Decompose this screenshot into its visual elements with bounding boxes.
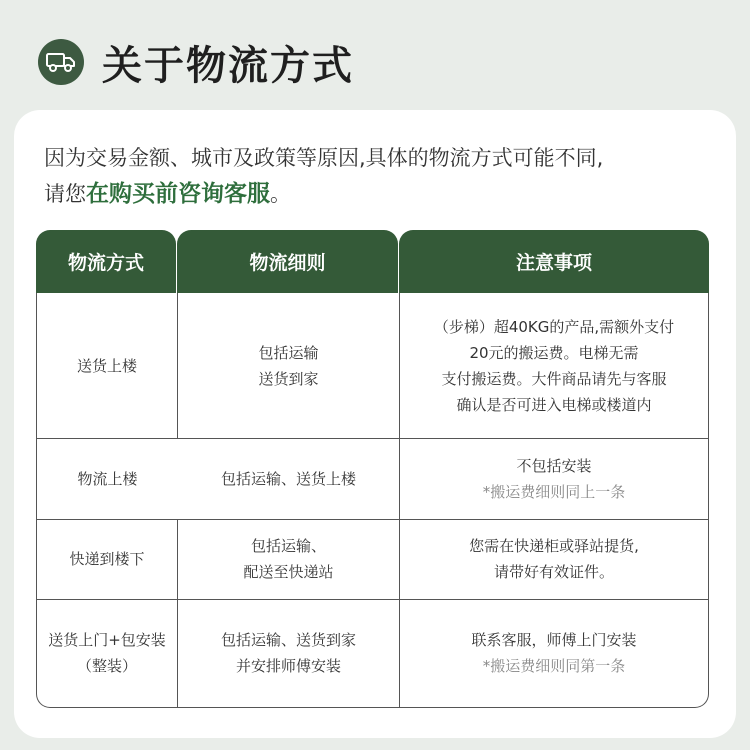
method-cell: 送货上楼 (37, 293, 178, 438)
column-header-details: 物流细则 (177, 230, 398, 293)
details-cell: 包括运输、送货到家 并安排师傅安装 (178, 599, 400, 707)
notes-cell: 联系客服，师傅上门安装 *搬运费细则同第一条 (400, 599, 708, 707)
sub-note: *搬运费细则同上一条 (482, 482, 626, 501)
sub-note: *搬运费细则同第一条 (482, 657, 626, 675)
logistics-table (36, 230, 709, 675)
notes-cell: 您需在快递柜或驿站提货, 请带好有效证件。 (469, 537, 639, 581)
table-row (36, 438, 709, 520)
method-cell: 快递到楼下 (37, 519, 178, 599)
intro-prefix: 请您 (44, 182, 86, 206)
table-row (36, 599, 709, 708)
intro-suffix: 。 (270, 182, 291, 206)
logistics-card (14, 110, 736, 738)
table-row (36, 293, 709, 439)
page-header (38, 30, 354, 94)
method-cell: 物流上楼 (77, 469, 138, 488)
intro-highlight: 在购买前咨询客服 (86, 181, 270, 207)
intro-line-2 (44, 176, 714, 212)
column-header-method: 物流方式 (36, 230, 176, 293)
notes-cell: （步梯）超40KG的产品,需额外支付 20元的搬运费。电梯无需 支付搬运费。大件商品请先与客服 确认是否可进入电梯或楼道内 (433, 317, 675, 414)
delivery-truck-icon (38, 39, 84, 85)
column-header-notes: 注意事项 (399, 230, 709, 293)
method-cell: 送货上门+包安装 （整装） (37, 599, 178, 707)
details-cell: 包括运输 送货到家 (178, 293, 400, 438)
page-title: 关于物流方式 (102, 42, 354, 89)
details-cell: 包括运输、送货上楼 (178, 438, 400, 519)
details-cell: 包括运输、 配送至快递站 (178, 519, 400, 599)
table-row (36, 519, 709, 600)
intro-text (44, 140, 714, 212)
notes-cell: 不包括安装 *搬运费细则同上一条 (400, 438, 708, 519)
intro-line-1: 因为交易金额、城市及政策等原因,具体的物流方式可能不同, (44, 146, 604, 170)
table-header (36, 230, 709, 293)
